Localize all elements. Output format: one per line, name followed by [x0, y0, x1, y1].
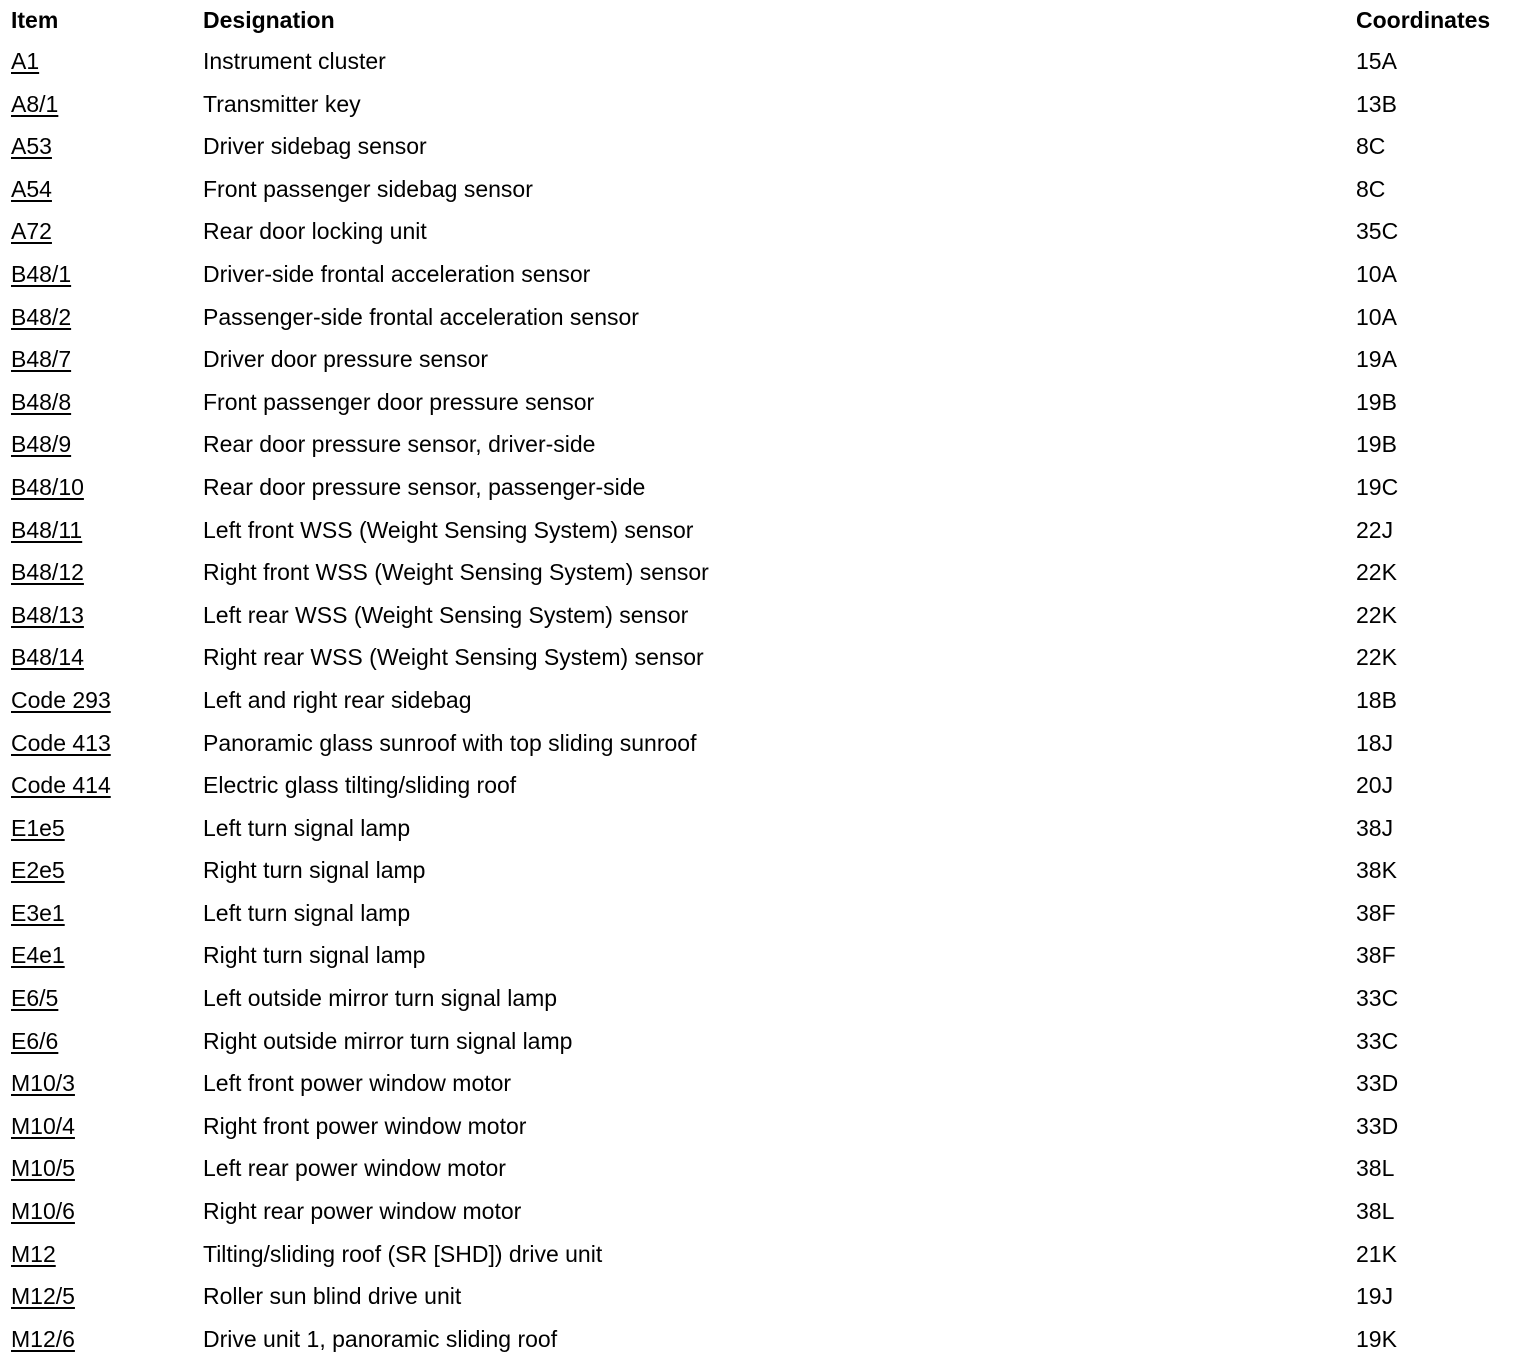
item-link[interactable]: B48/1 [11, 260, 72, 287]
item-link[interactable]: B48/14 [11, 644, 84, 671]
item-cell [11, 338, 71, 381]
table-row [0, 1275, 1520, 1318]
coordinates-cell: 8C [1356, 175, 1386, 202]
table-row [0, 1233, 1520, 1276]
table-row [0, 338, 1520, 381]
item-cell [11, 253, 71, 296]
item-link[interactable]: B48/13 [11, 601, 84, 628]
item-link[interactable]: B48/7 [11, 346, 72, 373]
item-cell [11, 722, 111, 765]
table-row [0, 849, 1520, 892]
table-row [0, 381, 1520, 424]
header-item: Item [11, 7, 59, 33]
coordinates-cell: 10A [1356, 260, 1397, 287]
item-link[interactable]: E6/6 [11, 1027, 59, 1054]
item-cell [11, 1233, 56, 1276]
table-row [0, 253, 1520, 296]
designation-cell: Passenger-side frontal acceleration sensor [203, 303, 639, 330]
designation-cell: Right front WSS (Weight Sensing System) sensor [203, 559, 709, 586]
item-link[interactable]: A53 [11, 133, 52, 160]
designation-cell: Left rear power window motor [203, 1155, 506, 1182]
item-cell [11, 168, 52, 211]
item-cell [11, 509, 82, 552]
coordinates-cell: 10A [1356, 303, 1397, 330]
item-link[interactable]: E4e1 [11, 942, 65, 969]
item-cell [11, 125, 52, 168]
coordinates-cell: 33D [1356, 1070, 1399, 1097]
designation-cell: Driver-side frontal acceleration sensor [203, 260, 591, 287]
table-header [0, 0, 1520, 40]
table-row [0, 764, 1520, 807]
coordinates-cell: 8C [1356, 133, 1386, 160]
coordinates-cell: 22J [1356, 516, 1394, 543]
table-body [0, 40, 1520, 1360]
table-row [0, 466, 1520, 509]
item-link[interactable]: E6/5 [11, 985, 59, 1012]
item-cell [11, 1190, 75, 1233]
item-cell [11, 466, 84, 509]
coordinates-cell: 19K [1356, 1325, 1397, 1352]
item-link[interactable]: M12 [11, 1240, 56, 1267]
coordinates-cell: 20J [1356, 772, 1394, 799]
item-cell [11, 381, 71, 424]
item-cell [11, 807, 65, 850]
item-link[interactable]: A54 [11, 175, 52, 202]
coordinates-cell: 15A [1356, 48, 1397, 74]
item-cell [11, 1147, 75, 1190]
item-link[interactable]: Code 414 [11, 772, 111, 799]
designation-cell: Left and right rear sidebag [203, 686, 472, 713]
item-link[interactable]: E1e5 [11, 814, 65, 841]
item-link[interactable]: B48/9 [11, 431, 72, 458]
table-row [0, 423, 1520, 466]
designation-cell: Left rear WSS (Weight Sensing System) sensor [203, 601, 689, 628]
coordinates-cell: 38K [1356, 857, 1397, 884]
table-row [0, 168, 1520, 211]
designation-cell: Tilting/sliding roof (SR [SHD]) drive unit [203, 1240, 603, 1267]
table-row [0, 807, 1520, 850]
designation-cell: Right turn signal lamp [203, 942, 426, 969]
designation-cell: Left turn signal lamp [203, 814, 411, 841]
item-cell [11, 1275, 75, 1318]
table-row [0, 1020, 1520, 1063]
item-link[interactable]: A8/1 [11, 90, 59, 117]
table-row [0, 509, 1520, 552]
coordinates-cell: 38L [1356, 1155, 1395, 1182]
item-link[interactable]: B48/12 [11, 559, 84, 586]
item-cell [11, 977, 58, 1020]
table-row [0, 892, 1520, 935]
coordinates-cell: 33D [1356, 1112, 1399, 1139]
item-link[interactable]: B48/8 [11, 388, 72, 415]
item-link[interactable]: M12/6 [11, 1325, 75, 1352]
coordinates-cell: 18B [1356, 686, 1397, 713]
item-cell [11, 40, 39, 83]
table-row [0, 210, 1520, 253]
item-link[interactable]: B48/10 [11, 473, 84, 500]
item-link[interactable]: E2e5 [11, 857, 65, 884]
designation-cell: Instrument cluster [203, 48, 386, 74]
item-cell [11, 764, 111, 807]
coordinates-cell: 38J [1356, 814, 1394, 841]
item-cell [11, 636, 84, 679]
coordinates-cell: 33C [1356, 985, 1399, 1012]
coordinates-cell: 13B [1356, 90, 1397, 117]
designation-cell: Front passenger sidebag sensor [203, 175, 533, 202]
coordinates-cell: 38L [1356, 1198, 1395, 1225]
table-row [0, 83, 1520, 126]
coordinates-cell: 38F [1356, 899, 1396, 926]
coordinates-cell: 19A [1356, 346, 1397, 373]
item-link[interactable]: M10/4 [11, 1112, 75, 1139]
designation-cell: Drive unit 1, panoramic sliding roof [203, 1325, 558, 1352]
table-row [0, 636, 1520, 679]
coordinates-cell: 38F [1356, 942, 1396, 969]
designation-cell: Panoramic glass sunroof with top sliding sunroof [203, 729, 697, 756]
designation-cell: Roller sun blind drive unit [203, 1283, 462, 1310]
designation-cell: Right outside mirror turn signal lamp [203, 1027, 573, 1054]
table-row [0, 551, 1520, 594]
designation-cell: Electric glass tilting/sliding roof [203, 772, 517, 799]
item-link[interactable]: M10/5 [11, 1155, 75, 1182]
item-link[interactable]: M12/5 [11, 1283, 75, 1310]
item-link[interactable]: E3e1 [11, 899, 65, 926]
designation-cell: Left turn signal lamp [203, 899, 411, 926]
table-row [0, 1105, 1520, 1148]
header-coordinates: Coordinates [1356, 7, 1491, 33]
item-cell [11, 679, 111, 722]
table-row [0, 722, 1520, 765]
item-cell [11, 892, 65, 935]
item-link[interactable]: M10/6 [11, 1198, 75, 1225]
designation-cell: Right turn signal lamp [203, 857, 426, 884]
item-link[interactable]: Code 293 [11, 686, 111, 713]
table-row [0, 40, 1520, 83]
item-link[interactable]: Code 413 [11, 729, 111, 756]
item-cell [11, 594, 84, 637]
table-row [0, 296, 1520, 339]
coordinates-cell: 19B [1356, 388, 1397, 415]
designation-cell: Rear door pressure sensor, passenger-side [203, 473, 646, 500]
header-designation: Designation [203, 7, 335, 33]
item-cell [11, 849, 65, 892]
table-row [0, 1062, 1520, 1105]
designation-cell: Driver sidebag sensor [203, 133, 427, 160]
coordinates-cell: 33C [1356, 1027, 1399, 1054]
coordinates-cell: 22K [1356, 559, 1397, 586]
designation-cell: Rear door locking unit [203, 218, 427, 245]
item-cell [11, 1105, 75, 1148]
designation-cell: Left outside mirror turn signal lamp [203, 985, 558, 1012]
designation-cell: Front passenger door pressure sensor [203, 388, 595, 415]
table-row [0, 977, 1520, 1020]
item-link[interactable]: B48/2 [11, 303, 72, 330]
designation-cell: Left front WSS (Weight Sensing System) sensor [203, 516, 694, 543]
item-link[interactable]: M10/3 [11, 1070, 75, 1097]
coordinates-cell: 19C [1356, 473, 1399, 500]
item-cell [11, 934, 65, 977]
designation-cell: Left front power window motor [203, 1070, 512, 1097]
table-row [0, 1318, 1520, 1361]
item-link[interactable]: A1 [11, 48, 40, 74]
item-cell [11, 1062, 75, 1105]
table-row [0, 594, 1520, 637]
item-cell [11, 296, 71, 339]
coordinates-cell: 35C [1356, 218, 1399, 245]
designation-cell: Rear door pressure sensor, driver-side [203, 431, 596, 458]
designation-cell: Transmitter key [203, 90, 361, 117]
item-cell [11, 1318, 75, 1361]
item-cell [11, 83, 58, 126]
item-cell [11, 423, 71, 466]
coordinates-cell: 21K [1356, 1240, 1397, 1267]
coordinates-cell: 22K [1356, 601, 1397, 628]
designation-cell: Right rear power window motor [203, 1198, 522, 1225]
designation-cell: Right rear WSS (Weight Sensing System) sensor [203, 644, 704, 671]
table-row [0, 934, 1520, 977]
table-row [0, 679, 1520, 722]
designation-cell: Driver door pressure sensor [203, 346, 489, 373]
item-cell [11, 210, 52, 253]
coordinates-cell: 22K [1356, 644, 1397, 671]
coordinates-cell: 18J [1356, 729, 1394, 756]
table-row [0, 1190, 1520, 1233]
item-cell [11, 1020, 58, 1063]
table-row [0, 1147, 1520, 1190]
item-cell [11, 551, 84, 594]
item-link[interactable]: A72 [11, 218, 52, 245]
designation-cell: Right front power window motor [203, 1112, 527, 1139]
coordinates-cell: 19B [1356, 431, 1397, 458]
table-row [0, 125, 1520, 168]
item-link[interactable]: B48/11 [11, 516, 83, 543]
coordinates-cell: 19J [1356, 1283, 1394, 1310]
